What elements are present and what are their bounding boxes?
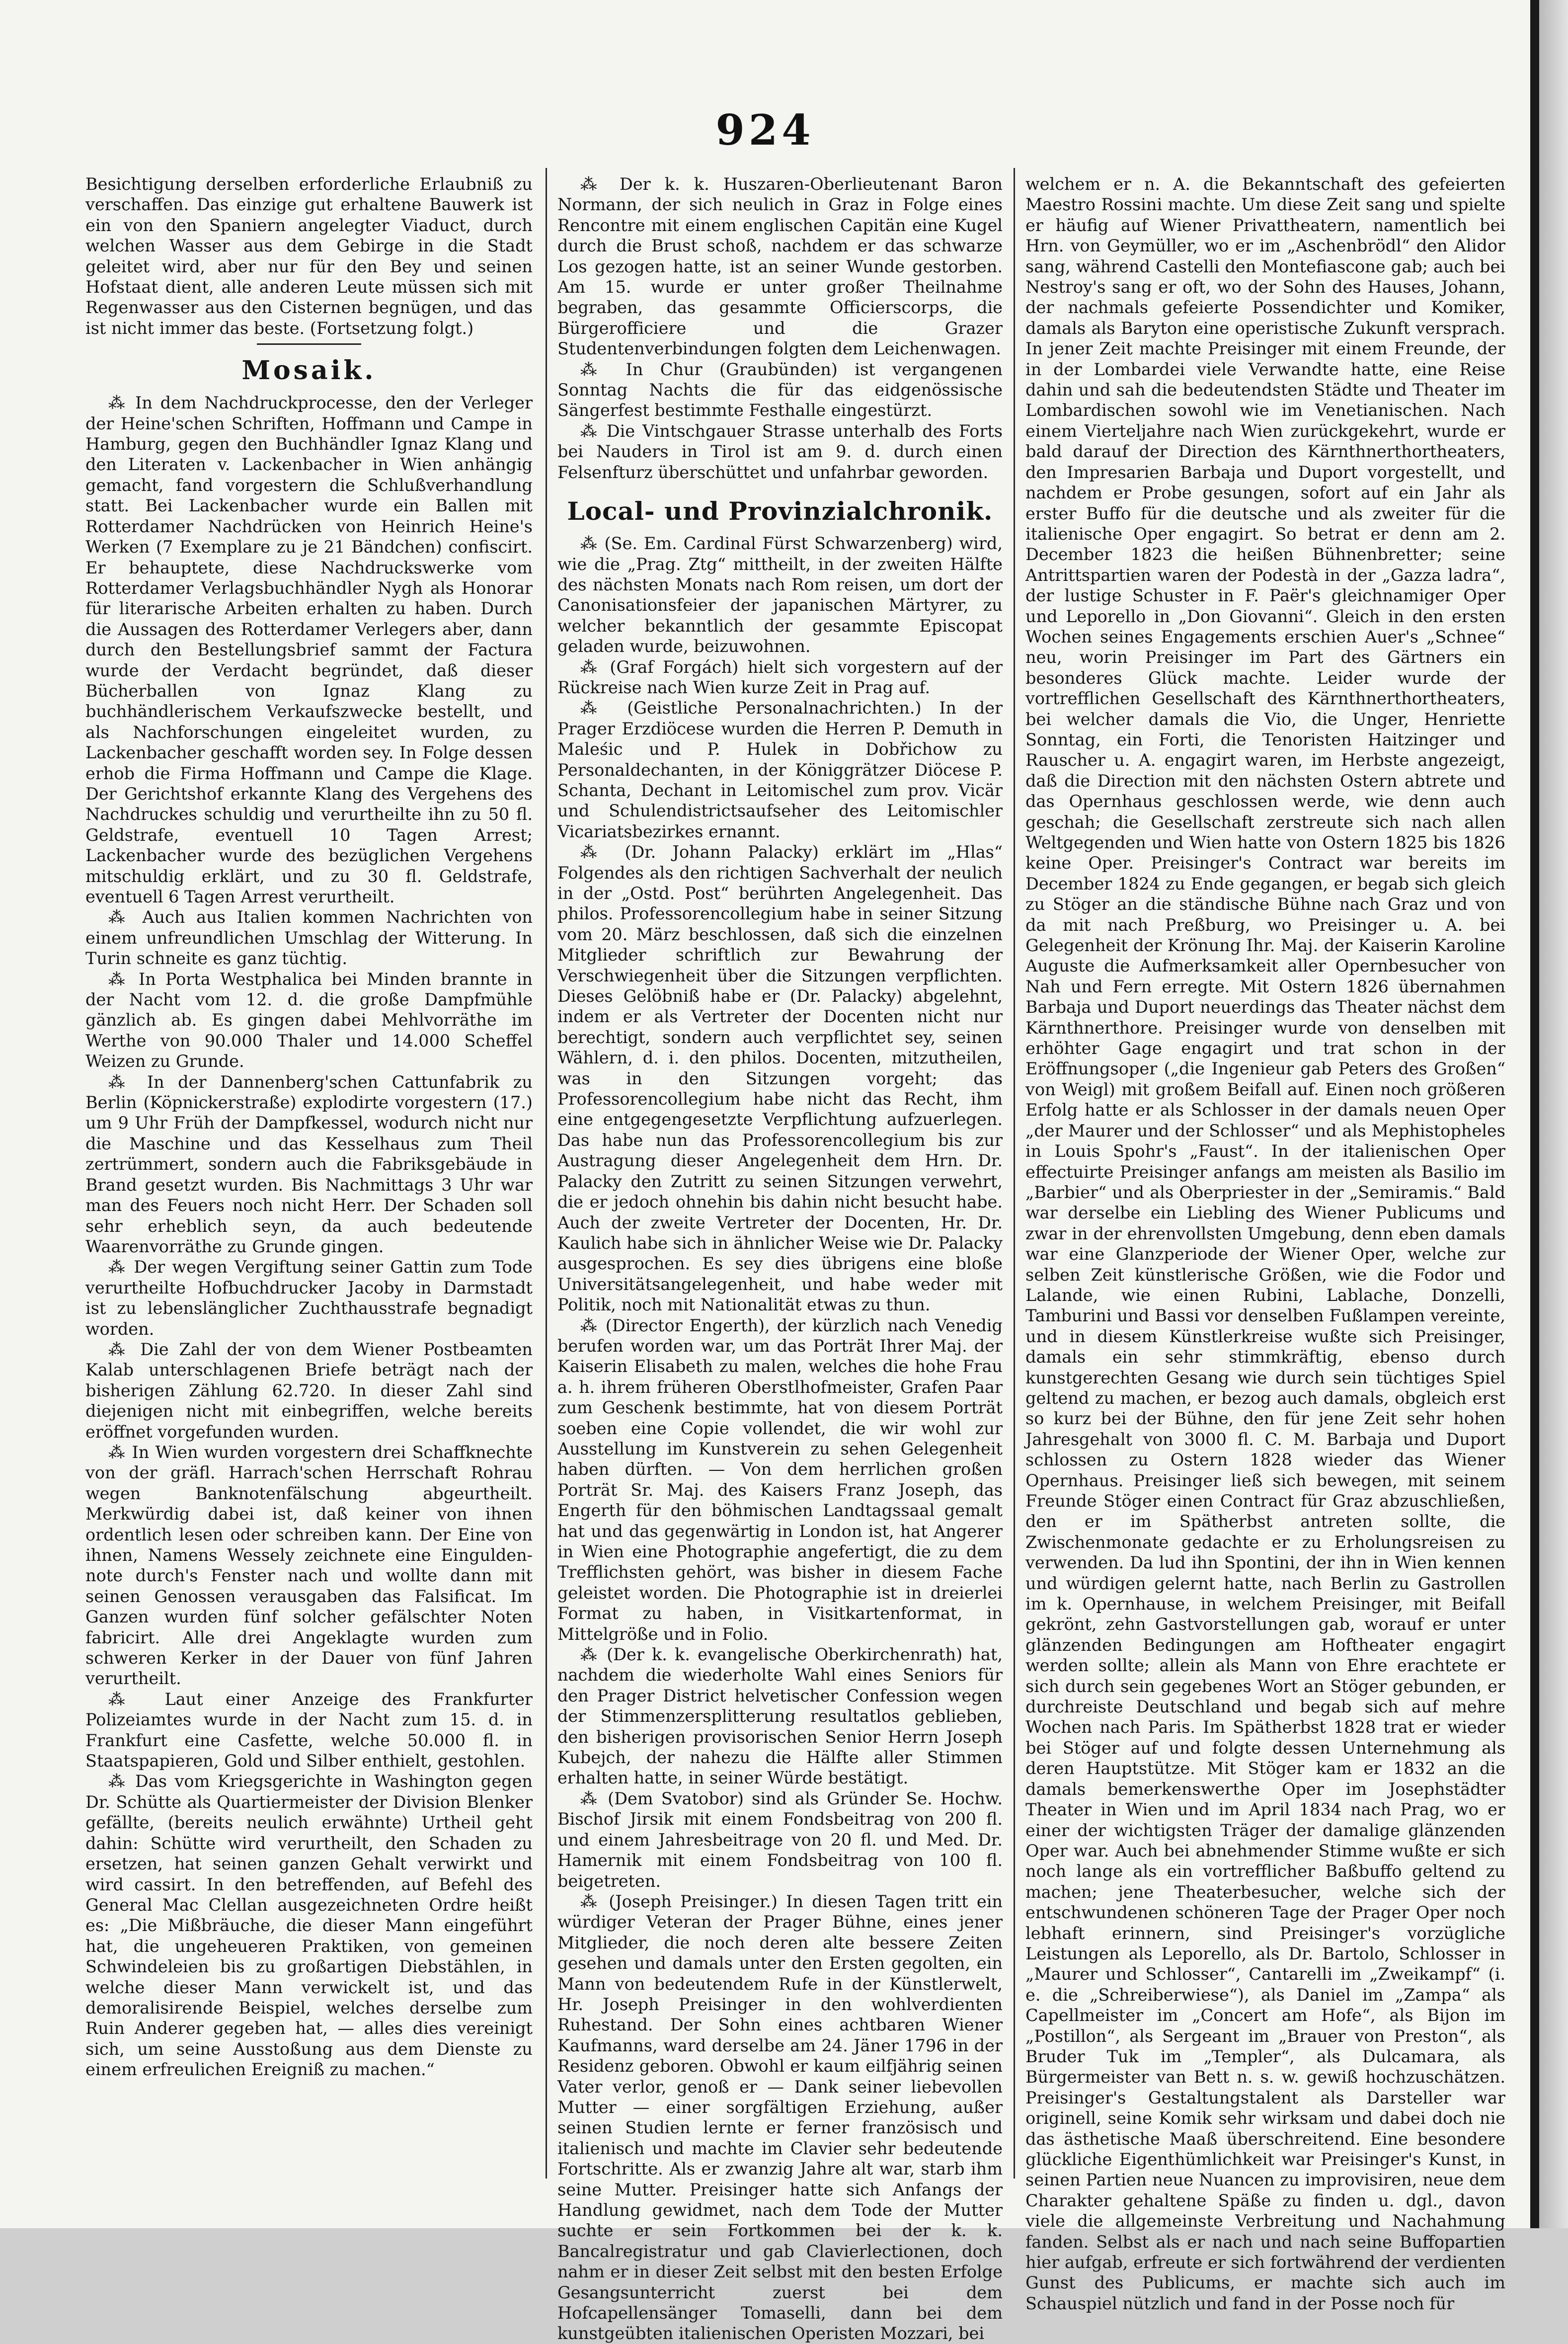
news-item: ⁂ Auch aus Italien kommen Nachrichten von einem unfreundlichen Umschlag der Witterung. In Turin schneite es ganz tüchtig. [85, 907, 533, 969]
news-item: ⁂ In der Dannenberg'schen Cattunfabrik zu Berlin (Köpnickerstraße) explodirte vorgestern (17.) um 9 Uhr Früh der Dampfkessel, wodurch nicht nur die Maschine und das Kesselhaus zum Theil zertrümmert, sondern auch die Fabriksgebäude in Brand gesetzt wurden. Bis Nachmittags 3 Uhr war man des Feuers noch nicht Herr. Der Schaden soll sehr erheblich seyn, da auch bedeutende Waarenvorräthe zu Grunde gingen. [85, 1072, 533, 1256]
column-rule-left [546, 168, 547, 2179]
section-heading-mosaik: Mosaik. [241, 355, 377, 386]
news-item: ⁂ (Dr. Johann Palacky) erklärt im „Hlas“ Folgendes als den richtigen Sachverhalt der neulich in der „Ostd. Post“ berührten Angelegenheit. Das philos. Professorencollegium habe in seiner Sitzung vom 20. März beschlossen, daß sich die einzelnen Mitglieder schriftlich zur Bewahrung der Verschwiegenheit über die Sitzungen verpflichten. Dieses Gelöbniß habe er (Dr. Palacky) abgelehnt, indem er als Vertreter der Docenten nicht nur berechtigt, sondern auch verpflichtet sey, seinen Wählern, d. i. den philos. Docenten, mitzutheilen, was in den Sitzungen vorgeht; das Professorencollegium habe nicht das Recht, ihm eine entgegengesetzte Verpflichtung aufzuerlegen. Das habe nun das Professorencollegium bis zur Austragung dieser Angelegenheit dem Hrn. Dr. Palacky den Zutritt zu seinen Sitzungen verwehrt, die er jedoch ohnehin bis dahin nicht besucht habe. Auch der zweite Vertreter der Docenten, Hr. Dr. Kaulich habe sich in ähnlicher Weise wie Dr. Palacky ausgesprochen. Es sey dies übrigens eine bloße Universitätsangelegenheit, und habe weder mit Politik, noch mit Nationalität etwas zu thun. [557, 842, 1003, 1315]
column-rule-right [1014, 168, 1015, 2179]
column-2 [557, 174, 1003, 2344]
scan-page-edge [1530, 0, 1568, 2228]
news-item: ⁂ Der wegen Vergiftung seiner Gattin zum Tode verurtheilte Hofbuchdrucker Jacoby in Darmstadt ist zu lebenslänglicher Zuchthausstrafe begnadigt worden. [85, 1257, 533, 1339]
continued-article-text: Besichtigung derselben erforderliche Erlaubniß zu verschaffen. Das einzige gut erhaltene Bauwerk ist ein von den Spaniern angelegter Viaduct, durch welchen Wasser aus dem Gebirge in die Stadt geleitet wird, aber nur für den Bey und seinen Hofstaat dient, alle anderen Leute müssen sich mit Regenwasser aus den Cisternen begnügen, und das ist nicht immer das beste. (Fortsetzung folgt.) [85, 174, 533, 338]
column-3 [1025, 174, 1505, 2313]
article-continuation-text: welchem er n. A. die Bekanntschaft des gefeierten Maestro Rossini machte. Um diese Zeit sang und spielte er häufig auf Wiener Privattheatern, namentlich bei Hrn. von Geymüller, wo er im „Aschenbrödl“ den Alidor sang, während Castelli den Montefiascone gab; auch bei Nestroy's sang er oft, wo der Sohn des Hauses, Johann, der nachmals gefeierte Possendichter und Komiker, damals als Baryton eine operistische Zukunft versprach. In jener Zeit machte Preisinger mit einem Freunde, der in der Lombardei viele Verwandte hatte, eine Reise dahin und sah die bedeutendsten Städte und Theater im Lombardischen sowohl wie im Venetianischen. Nach einem Vierteljahre nach Wien zurückgekehrt, wurde er bald darauf der Direction des Kärnthnerthortheaters, den Impresarien Barbaja und Duport vorgestellt, und nachdem er Probe gesungen, sofort auf ein Jahr als erster Buffo für die deutsche und als zweiter für die italienische Oper engagirt. So betrat er denn am 2. December 1823 die heißen Bühnenbretter; seine Antrittspartien waren der Podestà in der „Gazza ladra“, der lustige Schuster in F. Paër's gleichnamiger Oper und Leporello in „Don Giovanni“. Gleich in den ersten Wochen seines Engagements erschien Auer's „Schnee“ neu, worin Preisinger im Part des Gärtners ein besonderes Glück machte. Leider wurde der vortrefflichen Gesellschaft des Kärnthnerthortheaters, bei welcher damals die Vio, die Unger, Henriette Sonntag, ein Forti, die Tenoristen Haitzinger und Rauscher u. A. engagirt waren, im Herbste angezeigt, daß die Direction mit den nächsten Ostern abtrete und das Opernhaus geschlossen werde, wie denn auch geschah; die Gesellschaft zerstreute sich nach allen Weltgegenden und Wien hatte von Ostern 1825 bis 1826 keine Oper. Preisinger's Contract war bereits im December 1824 zu Ende gegangen, er begab sich gleich zu Stöger an die ständische Bühne nach Graz und von da mit nach Preßburg, wo Preisinger u. A. bei Gelegenheit der Krönung Ihr. Maj. der Kaiserin Karoline Auguste die Aufmerksamkeit aller Opernbesucher von Nah und Fern erregte. Mit Ostern 1826 übernahmen Barbaja und Duport neuerdings das Theater nächst dem Kärnthnerthore. Preisinger wurde von denselben mit erhöhter Gage engagirt und trat schon in der Eröffnungsoper („die Ingenieur gab Peters des Großen“ von Weigl) mit großem Beifall auf. Einen noch größeren Erfolg hatte er als Schlosser in der damals neuen Oper „der Maurer und der Schlosser“ und als Mephistopheles in Louis Spohr's „Faust“. In der italienischen Oper effectuirte Preisinger anfangs am meisten als Basilio im „Barbier“ und als Oberpriester in der „Semiramis.“ Bald war derselbe ein Liebling des Wiener Publicums und zwar in der ehrenvollsten Umgebung, denn eben damals war eine Glanzperiode der Wiener Oper, welche zur selben Zeit künstlerische Größen, wie die Fodor und Lalande, wie einen Rubini, Lablache, Donzelli, Tamburini und Bassi vor denselben Fußlampen vereinte, und in diesem Künstlerkreise wußte sich Preisinger, damals ein sehr stimmkräftig, ebenso durch kunstgerechten Gesang wie durch sein tüchtiges Spiel geltend zu machen, er bezog auch damals, obgleich erst so kurz bei der Bühne, den für jene Zeit sehr hohen Jahresgehalt von 3000 fl. C. M. Barbaja und Duport schlossen zu Ostern 1828 wieder das Wiener Opernhaus. Preisinger ließ sich bewegen, mit seinem Freunde Stöger einen Contract für Graz abzuschließen, den er im Spätherbst antreten sollte, die Zwischenmonate gedachte er zu Erholungsreisen zu verwenden. Da lud ihn Spontini, der ihn in Wien kennen und würdigen gelernt hatte, nach Berlin zu Gastrollen im k. Opernhause, in welchem Preisinger, mit Beifall gekrönt, zehn Gastvorstellungen gab, worauf er unter glänzenden Bedingungen am Hoftheater engagirt werden sollte; allein als Mann von Ehre erachtete er sich durch sein gegebenes Wort an Stöger gebunden, er durchreiste Deutschland und begab sich auf mehre Wochen nach Paris. Im Spätherbst 1828 trat er wieder bei Stöger auf und folgte dessen Unternehmung als deren Hauptstütze. Mit Stöger kam er 1832 an die damals bemerkenswerthe Oper im Josephstädter Theater in Wien und im April 1834 nach Prag, wo er einer der wichtigsten Träger der damalige glänzenden Oper war. Auch bei abnehmender Stimme wußte er sich noch lange als ein vortrefflicher Baßbuffo geltend zu machen; jene Theaterbesucher, welche sich der entschwundenen schöneren Tage der Prager Oper noch lebhaft erinnern, sind Preisinger's vorzügliche Leistungen als Leporello, als Dr. Bartolo, Schlosser in „Maurer und Schlosser“, Cantarelli im „Zweikampf“ (i. e. die „Schreiberwiese“), als Daniel im „Zampa“ als Capellmeister im „Concert am Hofe“, als Bijon im „Postillon“, als Sergeant im „Brauer von Preston“, als Bruder Tuk im „Templer“, als Dulcamara, als Bürgermeister van Bett n. s. w. gewiß hochzuschätzen. Preisinger's Gestaltungstalent als Darsteller war originell, seine Komik sehr wirksam und dabei doch nie das ästhetische Maaß überschreitend. Eine besondere glückliche Eigenthümlichkeit war Preisinger's Kunst, in seinen Partien neue Nuancen zu improvisiren, neue dem Charakter gehaltene Späße zu finden u. dgl., davon viele die allgemeinste Verbreitung und Nachahmung fanden. Selbst als er nach und nach seine Buffopartien hier aufgab, erfreute er sich fortwährend der verdienten Gunst des Publicums, er machte sich auch im Schauspiel nützlich und fand in der Posse noch für [1025, 174, 1505, 2313]
section-heading-local-chronicle: Local- und Provinzialchronik. [567, 496, 993, 526]
news-item: ⁂ (Joseph Preisinger.) In diesen Tagen tritt ein würdiger Veteran der Prager Bühne, eines jener Mitglieder, die noch deren alte bessere Zeiten gesehen und damals unter den Ersten gegolten, ein Mann von bedeutendem Rufe in der Künstlerwelt, Hr. Joseph Preisinger in den wohlverdienten Ruhestand. Der Sohn eines achtbaren Wiener Kaufmanns, ward derselbe am 24. Jäner 1796 in der Residenz geboren. Obwohl er kaum eilfjährig seinen Vater verlor, genoß er — Dank seiner liebevollen Mutter — einer sorgfältigen Erziehung, außer seinen Studien lernte er ferner französisch und italienisch und machte im Clavier sehr bedeutende Fortschritte. Als er zwanzig Jahre alt war, starb ihm seine Mutter. Preisinger hatte sich Anfangs der Handlung gewidmet, nach dem Tode der Mutter suchte er sein Fortkommen bei der k. k. Bancalregistratur und gab Clavierlectionen, doch nahm er in dieser Zeit selbst mit den besten Erfolge Gesangsunterricht zuerst bei dem Hofcapellensänger Tomaselli, dann bei dem kunstgeübten italienischen Operisten Mozzari, bei [557, 1891, 1003, 2344]
news-item: ⁂ Das vom Kriegsgerichte in Washington gegen Dr. Schütte als Quartiermeister der Division Blenker gefällte, (bereits neulich erwähnte) Urtheil geht dahin: Schütte wird verurtheilt, den Schaden zu ersetzen, hat seinen ganzen Gehalt verwirkt und wird cassirt. In den betreffenden, auf Befehl des General Mac Clellan ausgezeichneten Ordre heißt es: „Die Mißbräuche, die dieser Mann eingeführt hat, die ungeheueren Praktiken, von gemeinen Schwindeleien bis zu großartigen Diebstählen, in welche dieser Mann verwickelt ist, und das demoralisirende Beispiel, welches derselbe zum Ruin Anderer gegeben hat, — alles dies vereinigt sich, um seine Ausstoßung aus dem Dienste zu einem erfreulichen Ereigniß zu machen.“ [85, 1772, 533, 2080]
news-item: ⁂ (Graf Forgách) hielt sich vorgestern auf der Rückreise nach Wien kurze Zeit in Prag auf. [557, 657, 1003, 697]
news-item: ⁂ In Wien wurden vorgestern drei Schaffknechte von der gräfl. Harrach'schen Herrschaft Rohrau wegen Banknotenfälschung abgeurtheilt. Merkwürdig dabei ist, daß keiner von ihnen ordentlich lesen oder schreiben kann. Der Eine von ihnen, Namens Wessely zeichnete eine Einguldennote durch's Fenster nach und wollte dann mit seinen Genossen verausgaben das Falsificat. Im Ganzen wurden fünf solcher gefälschter Noten fabricirt. Alle drei Angeklagte wurden zum schweren Kerker in der Dauer von fünf Jahren verurtheilt. [85, 1442, 533, 1689]
news-item: ⁂ (Geistliche Personalnachrichten.) In der Prager Erzdiöcese wurden die Herren P. Demuth in Maleśic und P. Hulek in Dobřichow zu Personaldechanten, in der Königgrätzer Diöcese P. Schanta, Dechant in Leitomischel zum prov. Vicär und Schulendistrictsaufseher des Leitomischler Vicariatsbezirkes ernannt. [557, 698, 1003, 841]
news-item: ⁂ In dem Nachdruckprocesse, den der Verleger der Heine'schen Schriften, Hoffmann und Campe in Hamburg, gegen den Buchhändler Ignaz Klang und den Literaten v. Lackenbacher in Wien anhängig gemacht, fand vorgestern die Schlußverhandlung statt. Bei Lackenbacher wurde ein Ballen mit Rotterdamer Nachdrücken von Heinrich Heine's Werken (7 Exemplare zu je 21 Bändchen) confiscirt. Er behauptete, diese Nachdruckswerke vom Rotterdamer Verlagsbuchhändler Nygh als Honorar für literarische Arbeiten erhalten zu haben. Durch die Aussagen des Rotterdamer Verlegers aber, dann durch den Bestellungsbrief sammt der Factura wurde der Verdacht begründet, daß dieser Bücherballen von Ignaz Klang zu buchhändlerischem Verkaufszwecke bestellt, und als Nachforschungen eingeleitet wurden, zu Lackenbacher geschafft worden sey. In Folge dessen erhob die Firma Hoffmann und Campe die Klage. Der Gerichtshof erkannte Klang des Vergehens des Nachdruckes schuldig und verurtheilte ihn zu 50 fl. Geldstrafe, eventuell 10 Tagen Arrest; Lackenbacher wurde des bezüglichen Vergehens mitschuldig erklärt, und zu 30 fl. Geldstrafe, eventuell 6 Tagen Arrest verurtheilt. [85, 393, 533, 906]
news-item: ⁂ (Se. Em. Cardinal Fürst Schwarzenberg) wird, wie die „Prag. Ztg“ mittheilt, in der zweiten Hälfte des nächsten Monats nach Rom reisen, um dort der Canonisationsfeier der japanischen Märtyrer, zu welcher bekanntlich der gesammte Episcopat geladen wurde, beizuwohnen. [557, 534, 1003, 656]
section-divider [257, 343, 361, 345]
news-item: ⁂ (Dem Svatobor) sind als Gründer Se. Hochw. Bischof Jirsik mit einem Fondsbeitrag von 200 fl. und einem Jahresbeitrage von 20 fl. und Med. Dr. Hamernik mit einem Fondsbeitrag von 100 fl. beigetreten. [557, 1788, 1003, 1891]
news-item: ⁂ Die Vintschgauer Strasse unterhalb des Forts bei Nauders in Tirol ist am 9. d. durch einen Felsenfturz überschüttet und unfahrbar geworden. [557, 421, 1003, 482]
column-1 [85, 174, 533, 2177]
news-item: ⁂ In Chur (Graubünden) ist vergangenen Sonntag Nachts die für das eidgenössische Sängerfest bestimmte Festhalle eingestürzt. [557, 359, 1003, 420]
news-item: ⁂ Die Zahl der von dem Wiener Postbeamten Kalab unterschlagenen Briefe beträgt nach der bisherigen Zählung 62.720. In dieser Zahl sind diejenigen nicht mit einbegriffen, welche bereits eröffnet vorgefunden wurden. [85, 1339, 533, 1442]
news-item: ⁂ (Director Engerth), der kürzlich nach Venedig berufen worden war, um das Porträt Ihrer Maj. der Kaiserin Elisabeth zu malen, welches die hohe Frau a. h. ihrem früheren Oberstlhofmeister, Grafen Paar zum Geschenk bestimmte, hat von diesem Porträt soeben eine Copie vollendet, die wir wohl zur Ausstellung im Kunstverein zu sehen Gelegenheit haben dürften. — Von dem herrlichen großen Porträt Sr. Maj. des Kaisers Franz Joseph, das Engerth für den böhmischen Landtagssaal gemalt hat und das gegenwärtig in London ist, hat Angerer in Wien eine Photographie angefertigt, die zu dem Trefflichsten gehört, was bisher in diesem Fache geleistet worden. Die Photographie ist in dreierlei Format zu haben, in Visitkartenformat, in Mittelgröße und in Folio. [557, 1315, 1003, 1644]
page-number: 924 [715, 105, 815, 155]
news-item: ⁂ (Der k. k. evangelische Oberkirchenrath) hat, nachdem die wiederholte Wahl eines Seniors für den Prager District helvetischer Confession wegen der Stimmenzersplitterung resultatlos geblieben, den bisherigen provisorischen Senior Herrn Joseph Kubejch, der nahezu die Hälfte aller Stimmen erhalten hatte, in seiner Würde bestätigt. [557, 1645, 1003, 1788]
news-item: ⁂ In Porta Westphalica bei Minden brannte in der Nacht vom 12. d. die große Dampfmühle gänzlich ab. Es gingen dabei Mehlvorräthe im Werthe von 90.000 Thaler und 14.000 Scheffel Weizen zu Grunde. [85, 969, 533, 1071]
news-item: ⁂ Der k. k. Huszaren-Oberlieutenant Baron Normann, der sich neulich in Graz in Folge eines Rencontre mit einem englischen Capitän eine Kugel durch die Brust schoß, nachdem er das schwarze Los gezogen hatte, ist an seiner Wunde gestorben. Am 15. wurde er unter großer Theilnahme begraben, das gesammte Officierscorps, die Bürgerofficiere und die Grazer Studentenverbindungen folgten dem Leichenwagen. [557, 174, 1003, 359]
news-item: ⁂ Laut einer Anzeige des Frankfurter Polizeiamtes wurde in der Nacht zum 15. d. in Frankfurt eine Casfette, welche 50.000 fl. in Staatspapieren, Gold und Silber enthielt, gestohlen. [85, 1689, 533, 1771]
